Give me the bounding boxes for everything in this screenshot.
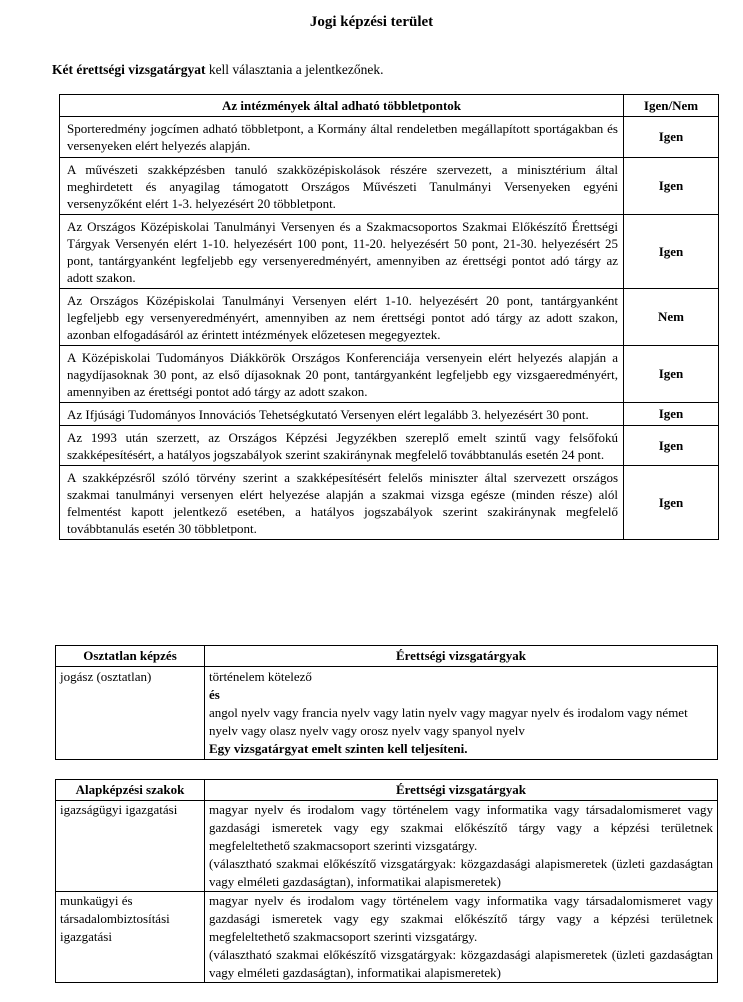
- row-description: Az Országos Középiskolai Tanulmányi Versenyen elért 1-10. helyezésért 20 pont, tantárgyanként legfeljebb egy versenyeredményért, amennyiben az nem érettségi pontot adó tárgy az adott szakon, azonban elfogadásáról az érintett intézmények előzetesen megegyeztek.: [60, 289, 624, 346]
- row-value: Igen: [624, 215, 719, 289]
- bachelor-programs-table: [55, 779, 718, 983]
- table-row: [60, 117, 719, 158]
- header-yes-no: Igen/Nem: [624, 95, 719, 117]
- table-row: [60, 346, 719, 403]
- subject-line: történelem kötelező: [209, 669, 312, 684]
- row-description: Az Ifjúsági Tudományos Innovációs Tehetségkutató Versenyen elért legalább 3. helyezésért 30 pont.: [60, 403, 624, 426]
- table-row: [56, 801, 718, 892]
- row-value: Igen: [624, 403, 719, 426]
- subject-requirement: Egy vizsgatárgyat emelt szinten kell teljesíteni.: [209, 741, 468, 756]
- row-value: Igen: [624, 466, 719, 540]
- header-undivided: Osztatlan képzés: [56, 646, 205, 667]
- row-value: Igen: [624, 117, 719, 158]
- program-name: munkaügyi és társadalombiztosítási igazgatási: [56, 892, 205, 983]
- row-description: Az 1993 után szerzett, az Országos Képzési Jegyzékben szereplő emelt szintű vagy felsőfokú szakképesítésért, a hatályos jogszabályok szerint szakiránynak megfelelő továbbtanulás esetén 24 pont.: [60, 426, 624, 466]
- program-name: jogász (osztatlan): [56, 667, 205, 760]
- subject-note: (választható szakmai előkészítő vizsgatárgyak: közgazdasági alapismeretek (üzleti gazdaságtan vagy elméleti gazdaságtan), informatikai alapismeretek): [209, 856, 713, 889]
- row-value: Igen: [624, 158, 719, 215]
- row-description: Sporteredmény jogcímen adható többletpont, a Kormány által rendeletben megállapított sportágakban és versenyeken elért helyezés alapján.: [60, 117, 624, 158]
- header-exam-subjects: Érettségi vizsgatárgyak: [205, 780, 718, 801]
- table-row: [60, 158, 719, 215]
- intro-text: [52, 62, 383, 78]
- page-title: Jogi képzési terület: [309, 14, 434, 30]
- table-row: [60, 426, 719, 466]
- table-header-row: [56, 646, 718, 667]
- row-description: A szakképzésről szóló törvény szerint a szakképesítésért felelős miniszter által szervezett országos szakmai tanulmányi versenyen elért helyezése alapján a szakmai vizsga egésze (minden része) alól felmentést kapott jelentkező esetében, a hatályos jogszabályok szerint szakiránynak megfelelő továbbtanulás esetén 30 többletpont.: [60, 466, 624, 540]
- table-row: [60, 403, 719, 426]
- undivided-training-table: [55, 645, 718, 760]
- intro-rest: kell választania a jelentkezőnek.: [205, 62, 384, 77]
- subject-line: angol nyelv vagy francia nyelv vagy latin nyelv vagy magyar nyelv és irodalom vagy német nyelv vagy olasz nyelv vagy orosz nyelv vagy spanyol nyelv: [209, 705, 688, 738]
- exam-subjects-cell: [205, 667, 718, 760]
- row-value: Igen: [624, 426, 719, 466]
- table-row: [60, 289, 719, 346]
- table-row: [60, 466, 719, 540]
- exam-subjects-cell: [205, 801, 718, 892]
- table-row: [56, 667, 718, 760]
- bonus-points-table: [59, 94, 719, 540]
- row-description: Az Országos Középiskolai Tanulmányi Versenyen és a Szakmacsoportos Szakmai Előkészítő Érettségi Tárgyak Versenyén elért 1-10. helyezésért 100 pont, 11-20. helyezésért 50 pont, 21-30. helyezésért 25 pont, tantárgyanként legfeljebb egy versenyeredményért, amennyiben az érettségi pontot adó tárgy az adott szakon.: [60, 215, 624, 289]
- row-value: Igen: [624, 346, 719, 403]
- header-exam-subjects: Érettségi vizsgatárgyak: [205, 646, 718, 667]
- subject-note: (választható szakmai előkészítő vizsgatárgyak: közgazdasági alapismeretek (üzleti gazdaságtan vagy elméleti gazdaságtan), informatikai alapismeretek): [209, 947, 713, 980]
- table-row: [60, 215, 719, 289]
- table-header-row: [56, 780, 718, 801]
- row-value: Nem: [624, 289, 719, 346]
- header-bonus-points: Az intézmények által adható többletpontok: [60, 95, 624, 117]
- row-description: A Középiskolai Tudományos Diákkörök Országos Konferenciája versenyein elért helyezés alapján a nagydíjasoknak 30 pont, az első díjasoknak 20 pont, tantárgyanként legfeljebb egy vizsgaeredményért, amennyiben az érettségi pontot adó tárgy az adott szakon.: [60, 346, 624, 403]
- header-bachelor: Alapképzési szakok: [56, 780, 205, 801]
- subject-conjunction: és: [209, 687, 220, 702]
- table-row: [56, 892, 718, 983]
- intro-bold: Két érettségi vizsgatárgyat: [52, 62, 206, 77]
- table-header-row: [60, 95, 719, 117]
- subject-main: magyar nyelv és irodalom vagy történelem vagy informatika vagy társadalomismeret vagy gazdasági ismeretek vagy egy szakmai előkészítő tárgy vagy a képzési területnek megfeleltethető szakmacsoport szerinti vizsgatárgy.: [209, 893, 713, 944]
- row-description: A művészeti szakképzésben tanuló szakközépiskolások részére szervezett, a minisztérium által meghirdetett és anyagilag támogatott Országos Művészeti Tanulmányi Versenyeken egyéni versenyzőként elért 1-3. helyezésért 20 többletpont.: [60, 158, 624, 215]
- exam-subjects-cell: [205, 892, 718, 983]
- subject-main: magyar nyelv és irodalom vagy történelem vagy informatika vagy társadalomismeret vagy gazdasági ismeretek vagy egy szakmai előkészítő tárgy vagy a képzési területnek megfeleltethető szakmacsoport szerinti vizsgatárgy.: [209, 802, 713, 853]
- program-name: igazságügyi igazgatási: [56, 801, 205, 892]
